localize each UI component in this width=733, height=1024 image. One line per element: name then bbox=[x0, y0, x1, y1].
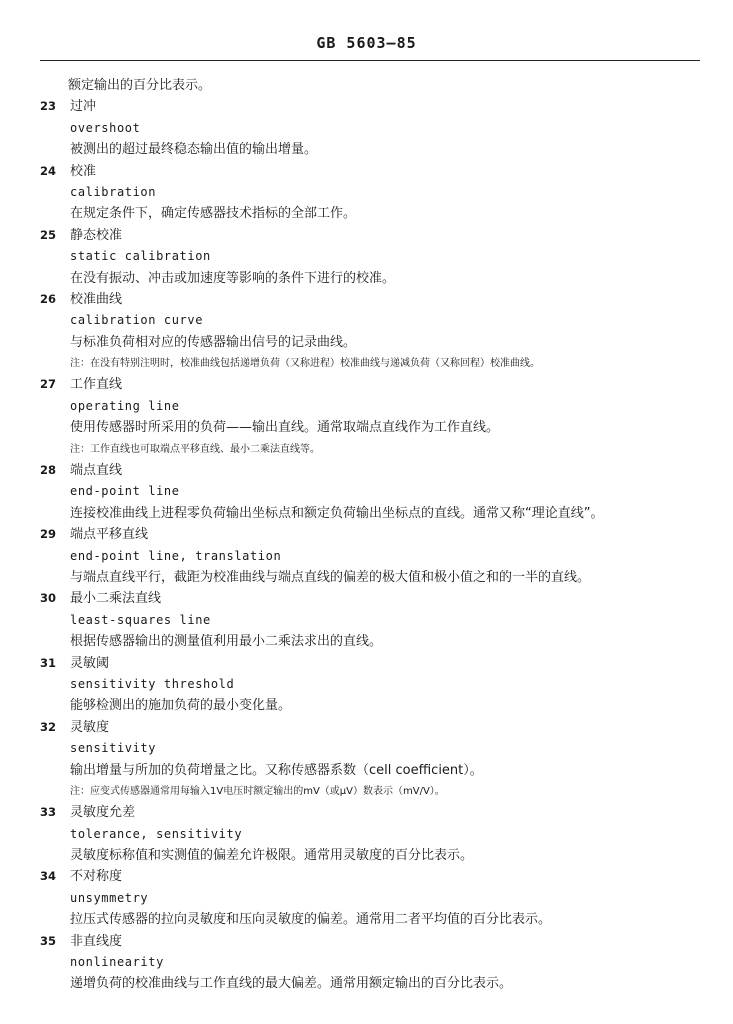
term-heading bbox=[40, 374, 700, 395]
term-chinese: 端点直线 bbox=[70, 463, 123, 479]
term-definition: 使用传感器时所采用的负荷——输出直线。通常取端点直线作为工作直线。 bbox=[70, 420, 500, 436]
term-english: least-squares line bbox=[70, 612, 211, 627]
term-definition: 在规定条件下，确定传感器技术指标的全部工作。 bbox=[70, 206, 357, 222]
term-heading bbox=[40, 225, 700, 246]
term-chinese: 灵敏度允差 bbox=[70, 805, 136, 821]
term-definition: 连接校准曲线上进程零负荷输出坐标点和额定负荷输出坐标点的直线。通常又称“理论直线”。 bbox=[70, 505, 604, 521]
term-number: 32 bbox=[40, 719, 57, 734]
term-chinese: 校准 bbox=[70, 163, 97, 179]
term-chinese: 灵敏度 bbox=[70, 719, 110, 735]
term-english: calibration curve bbox=[70, 313, 204, 328]
term-number: 34 bbox=[40, 869, 57, 884]
term-english: tolerance, sensitivity bbox=[70, 826, 243, 841]
term-note: 注：在没有特别注明时，校准曲线包括递增负荷（又称进程）校准曲线与递减负荷（又称回程）校准曲线。 bbox=[70, 358, 540, 370]
term-entry bbox=[40, 717, 700, 803]
term-heading bbox=[40, 524, 700, 545]
term-english: operating line bbox=[70, 398, 180, 413]
term-english: static calibration bbox=[70, 249, 211, 264]
term-definition: 与标准负荷相对应的传感器输出信号的记录曲线。 bbox=[70, 334, 357, 350]
term-english: nonlinearity bbox=[70, 955, 164, 970]
term-entry bbox=[40, 653, 700, 717]
intro-text: 额定输出的百分比表示。 bbox=[68, 78, 212, 93]
term-entry bbox=[40, 289, 700, 375]
term-heading bbox=[40, 653, 700, 674]
term-number: 25 bbox=[40, 227, 57, 242]
term-entry bbox=[40, 96, 700, 160]
term-chinese: 不对称度 bbox=[70, 869, 123, 885]
term-entry bbox=[40, 866, 700, 930]
term-chinese: 工作直线 bbox=[70, 377, 123, 393]
term-heading bbox=[40, 96, 700, 117]
term-english: calibration bbox=[70, 184, 157, 199]
term-number: 29 bbox=[40, 527, 57, 542]
term-chinese: 过冲 bbox=[70, 99, 97, 115]
term-definition: 与端点直线平行，截距为校准曲线与端点直线的偏差的极大值和极小值之和的一半的直线。 bbox=[70, 569, 591, 585]
term-number: 26 bbox=[40, 291, 57, 306]
term-english: end-point line bbox=[70, 484, 180, 499]
term-note: 注：工作直线也可取端点平移直线、最小二乘法直线等。 bbox=[70, 443, 320, 455]
term-entry bbox=[40, 225, 700, 289]
term-note: 注：应变式传感器通常用每输入1V电压时额定输出的mV（或μV）数表示（mV/V）。 bbox=[70, 785, 445, 797]
document-body bbox=[40, 75, 700, 995]
term-entry bbox=[40, 460, 700, 524]
page-header: GB 5603—85 bbox=[316, 34, 417, 52]
term-number: 35 bbox=[40, 933, 57, 948]
term-list bbox=[40, 96, 700, 994]
term-chinese: 最小二乘法直线 bbox=[70, 591, 162, 607]
term-definition: 在没有振动、冲击或加速度等影响的条件下进行的校准。 bbox=[70, 270, 396, 286]
term-heading bbox=[40, 161, 700, 182]
term-chinese: 校准曲线 bbox=[70, 291, 123, 307]
term-heading bbox=[40, 289, 700, 310]
term-heading bbox=[40, 802, 700, 823]
term-entry bbox=[40, 931, 700, 995]
term-entry bbox=[40, 161, 700, 225]
term-chinese: 灵敏阈 bbox=[70, 655, 110, 671]
term-entry bbox=[40, 524, 700, 588]
term-chinese: 端点平移直线 bbox=[70, 527, 149, 543]
term-heading bbox=[40, 717, 700, 738]
term-definition: 能够检测出的施加负荷的最小变化量。 bbox=[70, 698, 292, 714]
term-heading bbox=[40, 866, 700, 887]
term-definition: 灵敏度标称值和实测值的偏差允许极限。通常用灵敏度的百分比表示。 bbox=[70, 848, 474, 864]
term-number: 23 bbox=[40, 99, 57, 114]
term-chinese: 非直线度 bbox=[70, 933, 123, 949]
term-definition: 递增负荷的校准曲线与工作直线的最大偏差。通常用额定输出的百分比表示。 bbox=[70, 976, 513, 992]
term-english: overshoot bbox=[70, 120, 141, 135]
header-rule bbox=[40, 60, 700, 61]
term-definition: 输出增量与所加的负荷增量之比。又称传感器系数（cell coefficient）。 bbox=[70, 762, 483, 778]
term-number: 33 bbox=[40, 805, 57, 820]
term-number: 27 bbox=[40, 377, 57, 392]
term-number: 31 bbox=[40, 655, 57, 670]
term-english: end-point line, translation bbox=[70, 548, 282, 563]
term-entry bbox=[40, 374, 700, 460]
term-definition: 拉压式传感器的拉向灵敏度和压向灵敏度的偏差。通常用二者平均值的百分比表示。 bbox=[70, 912, 552, 928]
term-heading bbox=[40, 460, 700, 481]
term-english: unsymmetry bbox=[70, 890, 149, 905]
term-english: sensitivity threshold bbox=[70, 676, 235, 691]
term-number: 28 bbox=[40, 463, 57, 478]
term-entry bbox=[40, 588, 700, 652]
term-definition: 被测出的超过最终稳态输出值的输出增量。 bbox=[70, 142, 318, 158]
term-heading bbox=[40, 931, 700, 952]
term-number: 30 bbox=[40, 591, 57, 606]
term-entry bbox=[40, 802, 700, 866]
term-heading bbox=[40, 588, 700, 609]
term-number: 24 bbox=[40, 163, 57, 178]
term-english: sensitivity bbox=[70, 741, 157, 756]
term-definition: 根据传感器输出的测量值利用最小二乘法求出的直线。 bbox=[70, 634, 383, 650]
term-chinese: 静态校准 bbox=[70, 227, 123, 243]
